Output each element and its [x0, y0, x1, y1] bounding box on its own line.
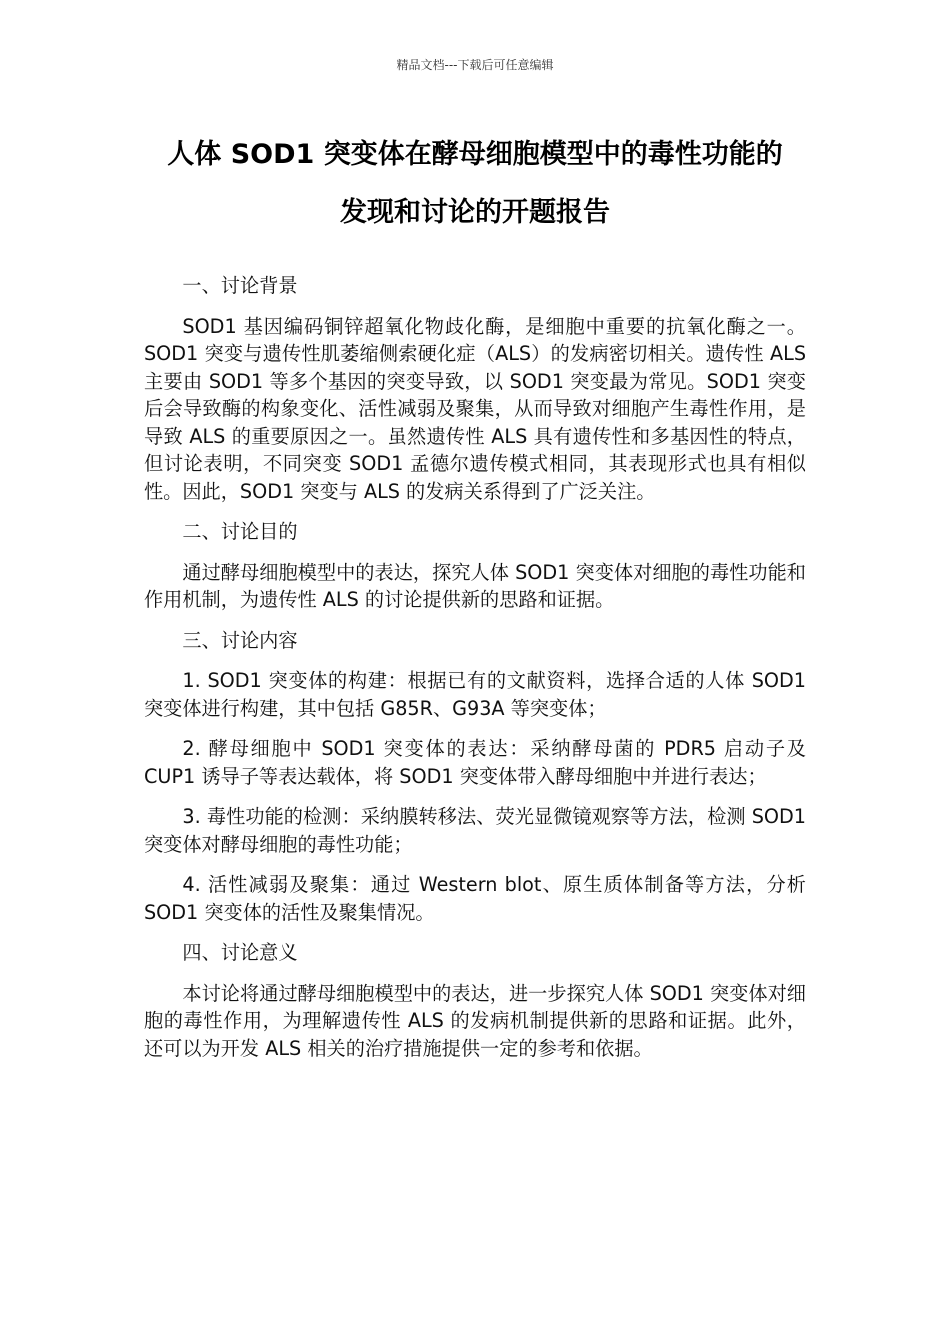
page-header-note: 精品文档---下载后可任意编辑 [396, 58, 554, 72]
section-text-background: SOD1 基因编码铜锌超氧化物歧化酶，是细胞中重要的抗氧化酶之一。SOD1 突变与遗传性肌萎缩侧索硬化症（ALS）的发病密切相关。遗传性 ALS 主要由 SOD1 等多个基因的突变导致，以 SOD1 突变最为常见。SOD1 突变后会导致酶的构象变化、活性减弱及聚集，从而导致对细胞产生毒性作用，是导致 ALS 的重要原因之一。虽然遗传性 ALS 具有遗传性和多基因性的特点，但讨论表明，不同突变 SOD1 孟德尔遗传模式相同，其表现形式也具有相似性。因此，SOD1 突变与 ALS 的发病关系得到了广泛关注。 [144, 314, 806, 503]
content-item-3: 3. 毒性功能的检测：采纳膜转移法、荧光显微镜观察等方法，检测 SOD1 突变体对酵母细胞的毒性功能； [144, 805, 806, 856]
section-text-significance: 本讨论将通过酵母细胞模型中的表达，进一步探究人体 SOD1 突变体对细胞的毒性作用，为理解遗传性 ALS 的发病机制提供新的思路和证据。此外，还可以为开发 ALS 相关的治疗措施提供一定的参考和依据。 [144, 981, 806, 1060]
section-heading-background: 一、讨论背景 [182, 274, 298, 297]
document-title-line-1: 人体 SOD1 突变体在酵母细胞模型中的毒性功能的 [167, 139, 783, 170]
content-item-1: 1. SOD1 突变体的构建：根据已有的文献资料，选择合适的人体 SOD1 突变体进行构建，其中包括 G85R、G93A 等突变体； [144, 669, 806, 720]
section-heading-content: 三、讨论内容 [182, 628, 298, 652]
content-item-2: 2. 酵母细胞中 SOD1 突变体的表达：采纳酵母菌的 PDR5 启动子及 CUP1 诱导子等表达载体，将 SOD1 突变体带入酵母细胞中并进行表达； [144, 737, 806, 788]
section-text-purpose: 通过酵母细胞模型中的表达，探究人体 SOD1 突变体对细胞的毒性功能和作用机制，为遗传性 ALS 的讨论提供新的思路和证据。 [144, 560, 806, 611]
document-body [144, 272, 806, 1075]
document-title-line-2: 发现和讨论的开题报告 [340, 197, 610, 228]
section-heading-purpose: 二、讨论目的 [182, 520, 298, 543]
section-heading-significance: 四、讨论意义 [182, 941, 298, 964]
content-item-4: 4. 活性减弱及聚集：通过 Western blot、原生质体制备等方法，分析 SOD1 突变体的活性及聚集情况。 [144, 873, 806, 924]
